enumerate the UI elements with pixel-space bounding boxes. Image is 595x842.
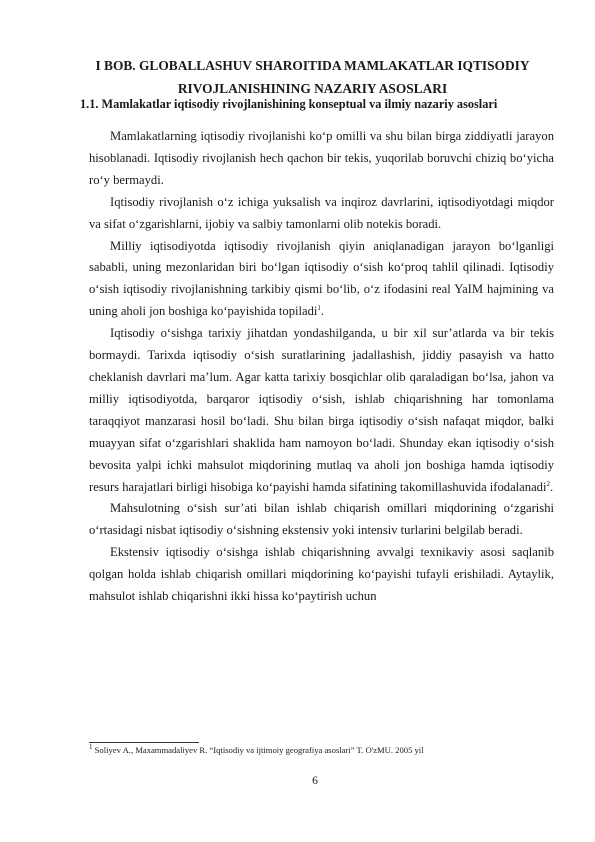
- section-title: 1.1. Mamlakatlar iqtisodiy rivojlanishining konseptual va ilmiy nazariy asoslari: [80, 97, 498, 111]
- footnote-number: 1: [89, 743, 93, 752]
- paragraph: Mahsulotning o‘sish sur’ati bilan ishlab chiqarish omillari miqdorining o‘zgarishi o‘rtasidagi nisbat iqtisodiy o‘sishning ekstensiv yoki intensiv turlarini belgilab beradi.: [89, 501, 554, 538]
- footnote: [89, 744, 554, 756]
- paragraph-text: Iqtisodiy o‘sishga tarixiy jihatdan yondashilganda, u bir xil sur’atlarda va bir tekis bormaydi. Tarixda iqtisodiy o‘sish suratlarining jadallashish, jiddiy pasayish va hatto cheklanish davrlari ma’lum. Agar katta tarixiy bosqichlar olib qaraladigan bo‘lsa, jahon va milliy iqtisodiyotda, barqaror iqtisodiy o‘sish, ishlab chiqarishning har tomonlama taraqqiyot manzarasi hosil bo‘ladi. Shu bilan birga iqtisodiy o‘sish nafaqat miqdor, balki muayyan sifat o‘zgarishlari shaklida ham namoyon bo‘ladi. Shunday ekan iqtisodiy o‘sish bevosita yalpi ichki mahsulot miqdorining mutlaq va aholi jon boshiga hamda iqtisodiy resurs harajatlari birligi hisobiga ko‘payishi hamda sifatining takomillashuvida ifodalanadi: [89, 326, 554, 494]
- paragraph: Milliy iqtisodiyotda iqtisodiy rivojlanish qiyin aniqlanadigan jarayon bo‘lganligi sababli, uning mezonlaridan biri bo‘lgan iqtisodiy o‘sish ko‘proq tahlil qilinadi. Iqtisodiy o‘sish iqtisodiy rivojlanishning tarkibiy qismi bo‘lib, o‘z ifodasini real YaIM hajmining va uning aholi jon boshiga ko‘payishida topiladi$^1$.: [89, 238, 554, 319]
- paragraph: Iqtisodiy o‘sishga tarixiy jihatdan yondashilganda, u bir xil sur’atlarda va bir tekis bormaydi. Tarixda iqtisodiy o‘sish suratlarining jadallashish, jiddiy pasayish va hatto cheklanish davrlari ma’lum. Agar katta tarixiy bosqichlar olib qaraladigan bo‘lsa, jahon va milliy iqtisodiyotda, barqaror iqtisodiy o‘sish, ishlab chiqarishning har tomonlama taraqqiyot manzarasi hosil bo‘ladi. Shu bilan birga iqtisodiy o‘sish nafaqat miqdor, balki muayyan sifat o‘zgarishlari shaklida ham namoyon bo‘ladi. Shunday ekan iqtisodiy o‘sish bevosita yalpi ichki mahsulot miqdorining mutlaq va aholi jon boshiga hamda iqtisodiy resurs harajatlari birligi hisobiga ko‘payishi hamda sifatining takomillashuvida ifodalanadi$^2$.: [89, 326, 554, 494]
- paragraph: Iqtisodiy rivojlanish o‘z ichiga yuksalish va inqiroz davrlarini, iqtisodiyotdagi miqdor va sifat o‘zgarishlarni, ijobiy va salbiy tamonlarni olib notekis boradi.: [89, 194, 554, 231]
- paragraph: Ekstensiv iqtisodiy o‘sishga ishlab chiqarishning avvalgi texnikaviy asosi saqlanib qolgan holda ishlab chiqarish omillari miqdorining ko‘payishi tufayli erishiladi. Aytaylik, mahsulot ishlab chiqarishni ikki hissa ko‘paytirish uchun: [89, 545, 554, 604]
- paragraph: Mamlakatlarning iqtisodiy rivojlanishi ko‘p omilli va shu bilan birga ziddiyatli jarayon hisoblanadi. Iqtisodiy rivojlanish hech qachon bir tekis, yuqorilab boruvchi chiziq bo‘yicha ro‘y bermaydi.: [89, 129, 554, 187]
- page-number: 6: [312, 775, 318, 787]
- body-text: [89, 126, 554, 608]
- footnote-text: Soliyev A., Maxammadaliyev R. “Iqtisodiy va ijtimoiy geografiya asoslari” T. O'zMU. 2005 yil: [94, 745, 424, 755]
- paragraph-text: Milliy iqtisodiyotda iqtisodiy rivojlanish qiyin aniqlanadigan jarayon bo‘lganligi sababli, uning mezonlaridan biri bo‘lgan iqtisodiy o‘sish ko‘proq tahlil qilinadi. Iqtisodiy o‘sish iqtisodiy rivojlanishning tarkibiy qismi bo‘lib, o‘z ifodasini real YaIM hajmining va uning aholi jon boshiga ko‘payishida topiladi: [89, 238, 554, 319]
- footnote-marker: 1: [317, 304, 321, 313]
- footnote-marker: 2: [546, 479, 550, 488]
- chapter-title: I BOB. GLOBALLASHUV SHAROITIDA MAMLAKATLAR IQTISODIY RIVOJLANISHINING NAZARIY ASOSLARI: [95, 58, 530, 96]
- footnote-separator: [89, 742, 199, 743]
